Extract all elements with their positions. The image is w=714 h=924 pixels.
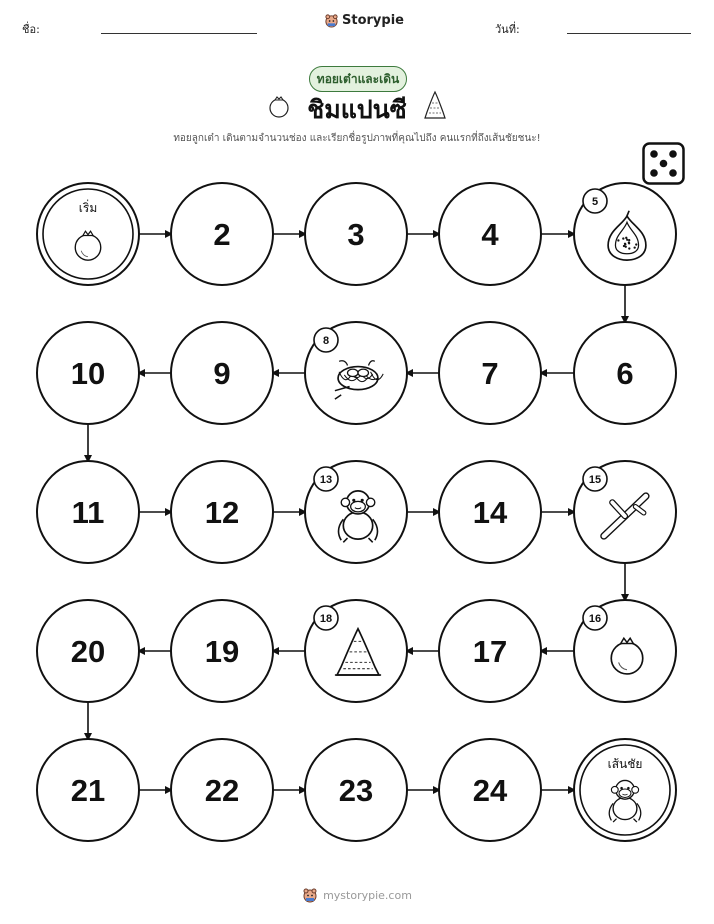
board-space <box>574 322 676 424</box>
space-number: 18 <box>319 613 333 625</box>
board-space <box>305 322 407 424</box>
board-space <box>574 600 676 702</box>
board-space <box>305 461 407 563</box>
board-space <box>439 461 541 563</box>
space-number: 17 <box>472 634 508 669</box>
space-number: 11 <box>71 495 105 530</box>
board-space <box>171 461 273 563</box>
board-space <box>305 600 407 702</box>
space-number: 2 <box>213 217 231 252</box>
start-label: เริ่ม <box>78 201 98 215</box>
space-number: 24 <box>472 773 508 808</box>
board-space <box>171 322 273 424</box>
space-number: 10 <box>70 356 106 391</box>
activity-tag: ทอยเต๋าและเดิน <box>309 66 407 92</box>
board-space <box>37 461 139 563</box>
board-space <box>171 600 273 702</box>
storypie-mascot-icon <box>302 887 318 903</box>
space-number: 3 <box>347 217 365 252</box>
board-space <box>439 600 541 702</box>
space-number: 13 <box>319 474 333 486</box>
space-number: 9 <box>213 356 231 391</box>
space-number: 7 <box>481 356 499 391</box>
instructions: ทอยลูกเต๋า เดินตามจำนวนช่อง และเรียกชื่อรูปภาพที่คุณไปถึง คนแรกที่ถึงเส้นชัยชนะ! <box>173 133 541 144</box>
start-space <box>37 183 139 285</box>
board-space <box>574 461 676 563</box>
space-number: 5 <box>591 196 599 208</box>
board-space <box>37 739 139 841</box>
space-number: 21 <box>70 773 106 808</box>
footer-url: mystorypie.com <box>323 888 412 902</box>
brand-name: Storypie <box>342 13 404 28</box>
date-label: วันที่: <box>495 23 520 36</box>
board-space <box>305 739 407 841</box>
space-number: 12 <box>204 495 240 530</box>
board-space <box>305 183 407 285</box>
board-space <box>37 322 139 424</box>
board-space <box>439 322 541 424</box>
space-number: 20 <box>70 634 106 669</box>
page-title: ชิมแปนซี <box>307 95 407 124</box>
space-number: 16 <box>588 613 602 625</box>
space-number: 22 <box>204 773 240 808</box>
space-number: 8 <box>322 335 330 347</box>
space-number: 4 <box>481 217 499 252</box>
space-number: 19 <box>204 634 240 669</box>
board-space <box>439 739 541 841</box>
footer <box>0 887 714 903</box>
space-number: 15 <box>588 474 602 486</box>
finish-space <box>574 739 676 841</box>
board-space <box>574 183 676 285</box>
board-space <box>171 183 273 285</box>
finish-label: เส้นชัย <box>607 757 643 771</box>
board-space <box>171 739 273 841</box>
space-number: 6 <box>616 356 634 391</box>
name-label: ชื่อ: <box>22 23 40 36</box>
space-number: 23 <box>338 773 374 808</box>
board-space <box>439 183 541 285</box>
space-number: 14 <box>472 495 508 530</box>
board-space <box>37 600 139 702</box>
